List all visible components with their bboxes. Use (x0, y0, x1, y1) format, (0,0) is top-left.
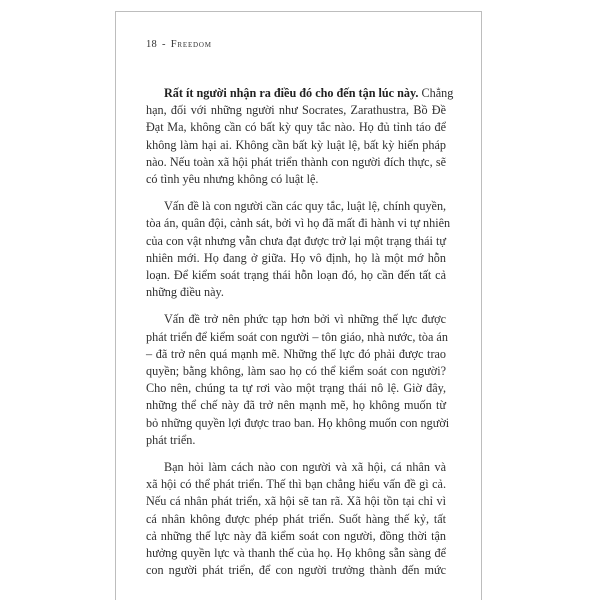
book-title: Freedom (170, 39, 212, 50)
text-line: con người phát triển, để con người trưởng thành đến mức (146, 563, 446, 578)
text-line: có tình yêu nhưng không có luật lệ. (146, 172, 319, 187)
text-line: Rất ít người nhận ra điều đó cho đến tận lúc này. Chẳng (164, 86, 454, 100)
paragraph (146, 459, 446, 579)
text-line: cá nhân không được phép phát triển. Suốt hàng thế kỷ, tất (146, 511, 446, 526)
text-line: xã hội có thể phát triển. Thế thì bạn chẳng hiểu vấn đề gì cả. (146, 477, 446, 492)
text-line: loạn. Để kiểm soát trạng thái hỗn loạn đó, họ cần đến tất cả (146, 268, 446, 283)
text-line: Đạt Ma, không cần có bất kỳ quy tắc nào. Họ đủ tỉnh táo để (146, 120, 446, 135)
text-line: những điều này. (146, 285, 224, 300)
text-line: phát triển. (146, 432, 196, 447)
text-line: Bạn hỏi làm cách nào con người và xã hội, cá nhân và (164, 460, 446, 475)
text-line: những thể chế này đã trở nên mạnh mẽ, họ không muốn từ (146, 398, 446, 413)
paragraph (146, 198, 451, 301)
text-line: Vấn đề là con người cần các quy tắc, luật lệ, chính quyền, (164, 199, 447, 214)
text-line: nhiên mới. Họ đang ở giữa. Họ vô định, họ là một mớ hỗn (146, 250, 446, 265)
text-line: Cho nên, chúng ta tự rơi vào một trạng thái nô lệ. Giờ đây, (146, 381, 446, 396)
text-line: không làm hại ai. Không cần bất kỳ luật lệ, bất kỳ hiến pháp (146, 137, 446, 152)
text-line: cả những thế lực này đã kiểm soát con người, đồng thời tận (146, 528, 446, 543)
text-line: nào. Nếu toàn xã hội phát triển thành con người đích thực, sẽ (146, 154, 446, 169)
paragraph (146, 85, 454, 188)
text-line: Vấn đề trở nên phức tạp hơn bởi vì những thế lực được (164, 312, 446, 327)
text-line: – đã trở nên quá mạnh mẽ. Những thế lực đó phải được trao (146, 346, 446, 361)
header-separator: - (162, 39, 166, 50)
text-line: quyền; bằng không, làm sao họ có thể kiểm soát con người? (146, 364, 446, 379)
page-body (146, 85, 454, 589)
text-line: hưởng quyền lực và thanh thế của họ. Họ không sẵn sàng để (146, 546, 446, 561)
text-line: phát triển để kiểm soát con người – tôn giáo, nhà nước, tòa án (146, 329, 448, 344)
page-number: 18 (146, 39, 158, 50)
text-line: của con vật nhưng vẫn chưa đạt được trở lại một trạng thái tự (146, 233, 446, 248)
text-line: Nếu cá nhân phát triển, xã hội sẽ tan rã. Xã hội tồn tại chỉ vì (146, 494, 446, 509)
running-head (146, 39, 212, 50)
book-page (115, 11, 482, 600)
text-line: tòa án, quân đội, cảnh sát, bởi vì họ đã mất đi hành vi tự nhiên (146, 216, 451, 231)
text-line: bỏ những quyền lợi được trao ban. Họ không muốn con người (146, 415, 450, 430)
bold-lead-sentence: Rất ít người nhận ra điều đó cho đến tận lúc này. (164, 86, 419, 100)
paragraph (146, 311, 450, 449)
text-line: hạn, đối với những người như Socrates, Zarathustra, Bồ Đề (146, 103, 446, 118)
